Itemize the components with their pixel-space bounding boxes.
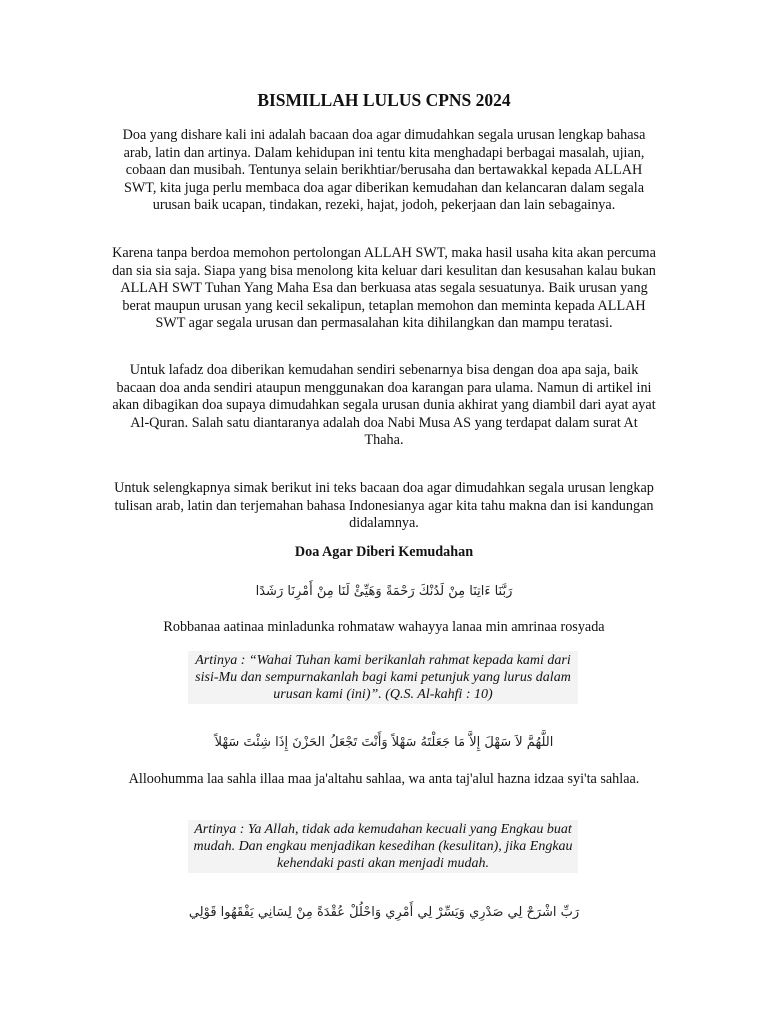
doa-1-latin: Robbanaa aatinaa minladunka rohmataw wahayya lanaa min amrinaa rosyada <box>163 619 605 635</box>
section-heading: Doa Agar Diberi Kemudahan <box>294 544 474 560</box>
doa-3-arabic: رَبِّ اشْرَحْ لِي صَدْرِي وَيَسِّرْ لِي أَمْرِي وَاحْلُلْ عُقْدَةً مِنْ لِسَانِي يَفْقَهُوا قَوْلِي <box>188 905 580 920</box>
paragraph-pertolongan: Karena tanpa berdoa memohon pertolongan ALLAH SWT, maka hasil usaha kita akan percuma dan sia sia saja. Siapa yang bisa menolong kita keluar dari kesulitan dan kesusahan kalau bukan ALLAH SWT Tuhan Yang Maha Esa dan berkuasa atas segala sesuatunya. Baik urusan yang berat maupun urusan yang kecil sekalipun, tetaplan memohon dan meminta kepada ALLAH SWT agar segala urusan dan permasalahan kita dihilangkan dan mampu teratasi. <box>112 245 656 332</box>
doa-2-latin: Alloohumma laa sahla illaa maa ja'altahu sahlaa, wa anta taj'alul hazna idzaa syi'ta sahlaa. <box>128 771 640 787</box>
doa-1-arabic: رَبَّنَا ءَاتِنَا مِنْ لَدُنْكَ رَحْمَةً وَهَيِّئْ لَنَا مِنْ أَمْرِنَا رَشَدًا <box>255 584 513 599</box>
paragraph-intro: Doa yang dishare kali ini adalah bacaan doa agar dimudahkan segala urusan lengkap bahasa arab, latin dan artinya. Dalam kehidupan ini tentu kita menghadapi berbagai masalah, ujian, cobaan dan musibah. Tentunya selain berikhtiar/berusaha dan bertawakkal kepada ALLAH SWT, kita juga perlu membaca doa agar diberikan kemudahan dan kelancaran dalam segala urusan baik ucapan, tindakan, rezeki, hajat, jodoh, pekerjaan dan lain sebagainya. <box>122 127 646 214</box>
paragraph-selengkapnya: Untuk selengkapnya simak berikut ini teks bacaan doa agar dimudahkan segala urusan lengkap tulisan arab, latin dan terjemahan bahasa Indonesianya agar kita tahu makna dan isi kandungan didalamnya. <box>114 480 654 532</box>
doa-2-artinya: Artinya : Ya Allah, tidak ada kemudahan kecuali yang Engkau buat mudah. Dan engkau menjadikan kesedihan (kesulitan), jika Engkau kehendaki pasti akan menjadi mudah. <box>188 820 578 873</box>
doa-2-arabic: اللَّهُمَّ لاَ سَهْلَ إِلاَّ مَا جَعَلْتَهُ سَهْلاً وَأَنْتَ تَجْعَلُ الحَزْنَ إِذَا شِئْتَ سَهْلاً <box>214 735 554 750</box>
page-title: BISMILLAH LULUS CPNS 2024 <box>257 90 511 110</box>
doa-1-artinya: Artinya : “Wahai Tuhan kami berikanlah rahmat kepada kami dari sisi-Mu dan sempurnakanlah bagi kami petunjuk yang lurus dalam urusan kami (ini)”. (Q.S. Al-kahfi : 10) <box>188 651 578 704</box>
paragraph-lafadz: Untuk lafadz doa diberikan kemudahan sendiri sebenarnya bisa dengan doa apa saja, baik bacaan doa anda sendiri ataupun menggunakan doa karangan para ulama. Namun di artikel ini akan dibagikan doa supaya dimudahkan segala urusan dunia akhirat yang diambil dari ayat ayat Al-Quran. Salah satu diantaranya adalah doa Nabi Musa AS yang terdapat dalam surat At Thaha. <box>112 362 656 449</box>
